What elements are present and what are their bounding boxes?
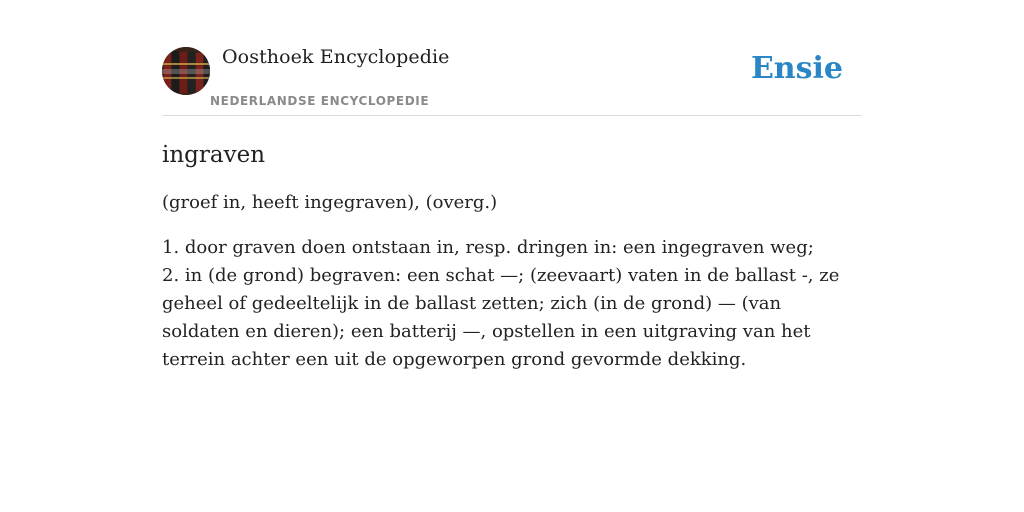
page: [162, 0, 862, 374]
encyclopedia-books-icon: [162, 47, 210, 95]
page-title: ingraven: [162, 142, 266, 168]
definition-item: 2. in (de grond) begraven: een schat —; (zeevaart) vaten in de ballast -, ze geheel of gedeeltelijk in de ballast zetten; zich (in de grond) — (van soldaten en dieren); een batterij —, opstellen in een uitgraving van het terrein achter een uit de opgeworpen grond gevormde dekking.: [162, 265, 840, 370]
avatar[interactable]: [162, 47, 210, 95]
site-title[interactable]: Oosthoek Encyclopedie: [222, 46, 450, 68]
grammar-info: (groef in, heeft ingegraven), (overg.): [162, 192, 498, 213]
site-header: [162, 47, 862, 116]
brand-logo[interactable]: Ensie: [750, 51, 843, 86]
definition-item: 1. door graven doen ontstaan in, resp. dringen in: een ingegraven weg;: [162, 237, 814, 258]
site-subtitle: NEDERLANDSE ENCYCLOPEDIE: [210, 94, 430, 108]
definition-text: [162, 234, 862, 374]
